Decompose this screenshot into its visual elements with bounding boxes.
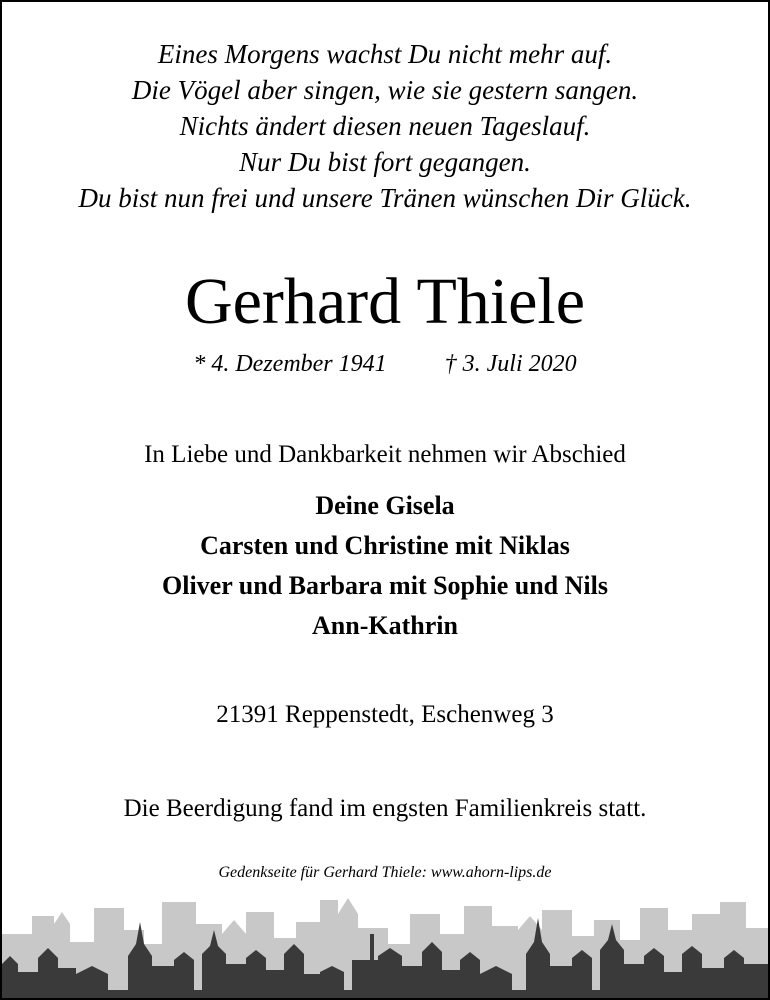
poem xyxy=(2,36,768,216)
poem-line: Eines Morgens wachst Du nicht mehr auf. xyxy=(157,39,613,69)
memorial-page-link: Gedenkseite für Gerhard Thiele: www.ahorn-lips.de xyxy=(218,864,552,881)
mourner: Carsten und Christine mit Niklas xyxy=(200,531,570,560)
death-date: † 3. Juli 2020 xyxy=(444,351,577,377)
birth-date: * 4. Dezember 1941 xyxy=(193,351,387,377)
mourners-list xyxy=(2,486,768,646)
poem-line: Die Vögel aber singen, wie sie gestern sangen. xyxy=(131,75,639,105)
life-dates xyxy=(2,348,768,380)
farewell-intro: In Liebe und Dankbarkeit nehmen wir Abschied xyxy=(144,441,626,468)
poem-line: Nur Du bist fort gegangen. xyxy=(239,147,531,177)
mourner: Ann-Kathrin xyxy=(312,611,458,640)
poem-line: Du bist nun frei und unsere Tränen wünschen Dir Glück. xyxy=(78,183,692,213)
mourner: Oliver und Barbara mit Sophie und Nils xyxy=(162,571,608,600)
poem-line: Nichts ändert diesen neuen Tageslauf. xyxy=(179,111,591,141)
deceased-name: Gerhard Thiele xyxy=(184,265,586,338)
family-address: 21391 Reppenstedt, Eschenweg 3 xyxy=(216,701,554,728)
mourner: Deine Gisela xyxy=(315,491,455,520)
city-skyline-image xyxy=(2,894,768,998)
funeral-note: Die Beerdigung fand im engsten Familienkreis statt. xyxy=(123,795,647,822)
